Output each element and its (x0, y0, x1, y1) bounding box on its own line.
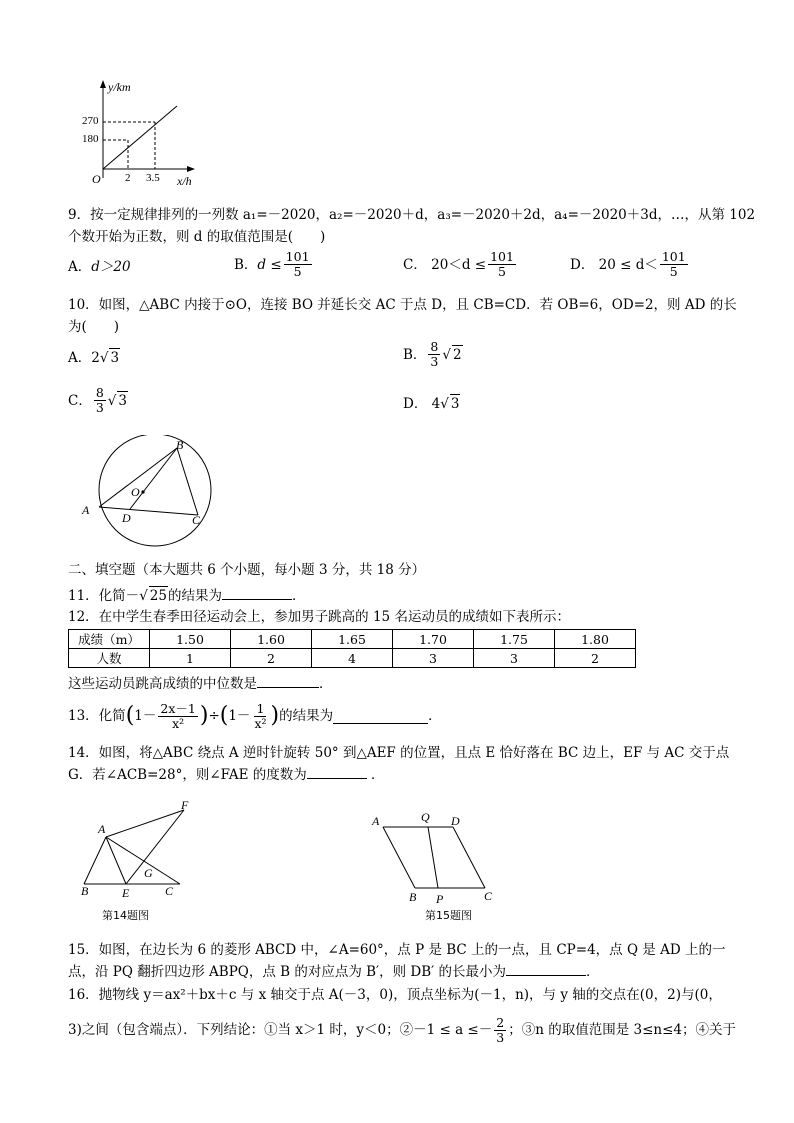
origin-label: O (92, 172, 101, 186)
q9-option-d: D． 20 ≤ d＜ $\frac{101}{5}$ (570, 249, 686, 279)
fig10-label-c: C (192, 513, 201, 527)
segment-ac (99, 507, 198, 515)
y-tick-180: 180 (82, 133, 99, 145)
fig10-label-a: A (82, 503, 90, 517)
fig15-label-p: P (436, 892, 444, 906)
table-cell: 3 (474, 649, 555, 668)
seg-ef (126, 810, 184, 884)
x-tick-2: 2 (125, 172, 131, 184)
circle-o (99, 435, 211, 546)
fig15-diagram (375, 815, 500, 895)
y-axis-label: y/km (108, 80, 131, 94)
table-row (69, 649, 636, 668)
q9-stem-line1: 9．按一定规律排列的一列数 a₁=－2020，a₂=－2020＋d，a₃=－2020＋2d，a₄=－2020＋3d，…，从第 102 (68, 207, 756, 223)
fig14-label-a: A (98, 822, 106, 836)
q10-stem-line1: 10．如图，△ABC 内接于⊙O，连接 BO 并延长交 AC 于点 D，且 CB=CD．若 OB=6，OD=2，则 AD 的长 (68, 297, 737, 313)
table-cell: 1.70 (393, 630, 474, 649)
q16-stem-line1: 16．抛物线 y＝ax²＋bx＋c 与 x 轴交于点 A(－3，0)，顶点坐标为(－1，n)，与 y 轴的交点在(0，2)与(0， (68, 987, 722, 1003)
q10-option-b: B． $\frac{8}{3}$ √ 2 (403, 339, 462, 369)
q9-stem-line2: 个数开始为正数，则 d 的取值范围是( ) (68, 229, 326, 245)
table-cell: 2 (555, 649, 636, 668)
seg-dc (453, 827, 485, 888)
fig14-caption: 第14题图 (102, 909, 149, 922)
table-cell: 4 (312, 649, 393, 668)
seg-qp (428, 827, 438, 888)
table-cell: 1.80 (555, 630, 636, 649)
fig14-label-f: F (181, 798, 189, 812)
q10-stem-line2: 为( ) (68, 319, 120, 335)
q15-stem-line1: 15．如图，在边长为 6 的菱形 ABCD 中，∠A=60°，点 P 是 BC 上的一点，且 CP=4，点 Q 是 AD 上的一 (68, 942, 726, 958)
q10-option-a: A．2√ 3 (68, 350, 120, 366)
center-dot (141, 490, 144, 493)
seg-ab (84, 837, 106, 884)
fig10-label-b: B (176, 438, 184, 452)
table-cell: 1 (150, 649, 231, 668)
q10-option-c: C． $\frac{8}{3}$ √ 3 (68, 385, 127, 415)
y-axis-arrow (100, 80, 106, 88)
q15-stem-line2: 点，沿 PQ 翻折四边形 ABPQ，点 B 的对应点为 B′，则 DB′ 的长最小为 ． (68, 964, 600, 980)
q9-option-c: C． 20＜d ≤ $\frac{101}{5}$ (403, 249, 514, 279)
seg-ab (383, 827, 415, 888)
q10-option-d: D． 4√ 3 (403, 396, 460, 412)
table-cell: 1.75 (474, 630, 555, 649)
fig15-label-b: B (409, 890, 417, 904)
fig15-label-q: Q (421, 810, 430, 824)
q12-tail: 这些运动员跳高成绩的中位数是 ． (68, 676, 333, 692)
q14-stem-line1: 14．如图，将△ABC 绕点 A 逆时针旋转 50° 到△AEF 的位置，且点 E 恰好落在 BC 边上，EF 与 AC 交于点 (68, 745, 730, 761)
score-table (68, 629, 636, 668)
table-cell: 成绩（m） (69, 630, 150, 649)
graph-line (103, 106, 177, 169)
q12-stem: 12．在中学生春季田径运动会上，参加男子跳高的 15 名运动员的成绩如下表所示： (68, 609, 570, 625)
fig14-diagram (80, 800, 200, 895)
circle-figure (80, 435, 230, 550)
fig14-label-c: C (165, 884, 174, 898)
x-axis-arrow (187, 166, 195, 172)
fig14-label-b: B (81, 884, 89, 898)
fig14-label-e: E (122, 886, 130, 900)
fig15-label-c: C (484, 889, 493, 903)
q13: 13．化简 ( 1－ $\frac{2x-1}{\text{x²}}$ ) ÷ ( 1－ $\frac{1}{\text{x²}}$ ) 的结果为 ． (68, 700, 442, 731)
q9-option-b: B． d ≤ $\frac{101}{5}$ (234, 249, 310, 279)
table-cell: 1.60 (231, 630, 312, 649)
y-tick-270: 270 (82, 115, 99, 127)
seg-ae (106, 837, 126, 884)
x-axis-label: x/h (177, 174, 192, 188)
table-cell: 3 (393, 649, 474, 668)
fig15-label-a: A (372, 814, 380, 828)
fig15-label-d: D (451, 814, 460, 828)
fig14-label-g: G (144, 866, 153, 880)
table-cell: 人数 (69, 649, 150, 668)
q16-stem-line2: 3)之间（包含端点）．下列结论：①当 x＞1 时，y＜0；②－1 ≤ a ≤－ $\frac{2}{3}$ ；③n 的取值范围是 3≤n≤4；④关于 (68, 1014, 736, 1045)
table-cell: 1.65 (312, 630, 393, 649)
seg-ac (106, 837, 180, 884)
segment-bc (177, 448, 198, 515)
q14-stem-line2: G．若∠ACB=28°，则∠FAE 的度数为 ． (68, 767, 385, 783)
table-cell: 2 (231, 649, 312, 668)
fig10-label-d: D (122, 511, 131, 525)
q9-option-a: A．d＞20 (68, 259, 131, 275)
q11: 11．化简－√ 25的结果为 ． (68, 588, 306, 604)
x-tick-3.5: 3.5 (146, 172, 160, 184)
seg-af (106, 810, 184, 837)
fig10-label-o: O (131, 485, 140, 499)
fig15-caption: 第15题图 (425, 909, 472, 922)
table-cell: 1.50 (150, 630, 231, 649)
table-row (69, 630, 636, 649)
section2-heading: 二、填空题（本大题共 6 个小题，每小题 3 分，共 18 分） (68, 562, 426, 578)
